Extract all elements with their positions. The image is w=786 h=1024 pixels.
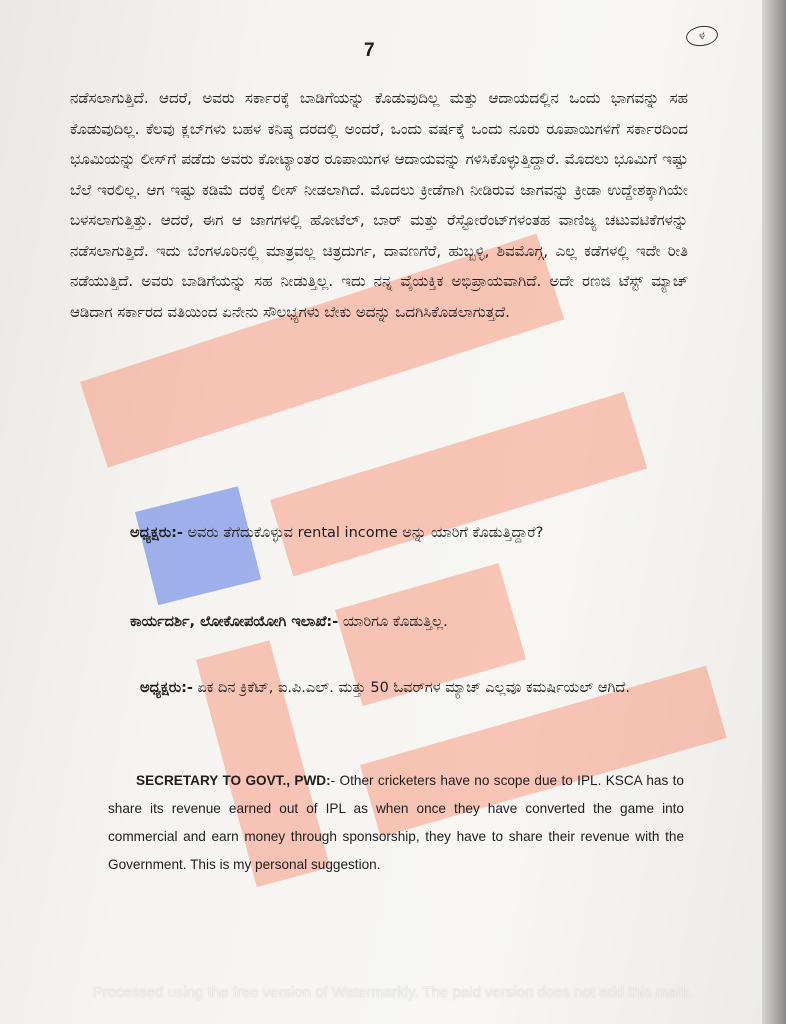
exchange-secretary xyxy=(70,609,688,635)
english-statement xyxy=(108,767,684,879)
speaker-label: ಅಧ್ಯಕ್ಷರು:- xyxy=(130,525,183,541)
speech-text: - Other cricketers have no scope due to IPL. KSCA has to share its revenue earned out of IPL as when once they have converted the game into commercial and earn money through sponsorship, they have to share their revenue with the Government. This is my personal suggestion. xyxy=(108,773,684,872)
speech-text: ಯಾರಿಗೂ ಕೊಡುತ್ತಿಲ್ಲ. xyxy=(338,614,448,630)
page-edge-shadow xyxy=(762,0,786,1024)
speech-text: ಏಕ ದಿನ ಕ್ರಿಕೆಟ್, ಐ.ಪಿ.ಎಲ್. ಮತ್ತು 50 ಓವರ್‌ಗಳ ಮ್ಯಾಚ್ ಎಲ್ಲವೂ ಕಮರ್ಷಿಯಲ್ ಆಗಿದೆ. xyxy=(192,680,630,696)
speaker-label: ಕಾರ್ಯದರ್ಶಿ, ಲೋಕೋಪಯೋಗಿ ಇಲಾಖೆ:- xyxy=(130,614,339,630)
handwritten-page-mark: ಳ xyxy=(685,24,719,48)
page-number: 7 xyxy=(364,40,375,61)
exchange-chairman-2 xyxy=(70,675,688,701)
highlight-mark xyxy=(270,392,647,577)
body-paragraph: ನಡೆಸಲಾಗುತ್ತಿದೆ. ಆದರೆ, ಅವರು ಸರ್ಕಾರಕ್ಕೆ ಬಾಡಿಗೆಯನ್ನು ಕೊಡುವುದಿಲ್ಲ ಮತ್ತು ಆದಾಯದಲ್ಲಿನ ಒಂದು ಭಾಗವನ್ನು ಸಹ ಕೊಡುವುದಿಲ್ಲ. ಕೆಲವು ಕ್ಲಬ್‌ಗಳು ಬಹಳ ಕನಿಷ್ಠ ದರದಲ್ಲಿ ಅಂದರೆ, ಒಂದು ವರ್ಷಕ್ಕೆ ಒಂದು ನೂರು ರೂಪಾಯಿಗಳಿಗೆ ಸರ್ಕಾರದಿಂದ ಭೂಮಿಯನ್ನು ಲೀಸ್‌ಗೆ ಪಡೆದು ಅವರು ಕೋಟ್ಯಾಂತರ ರೂಪಾಯಿಗಳ ಆದಾಯವನ್ನು ಗಳಿಸಿಕೊಳ್ಳುತ್ತಿದ್ದಾರೆ. ಮೊದಲು ಭೂಮಿಗೆ ಇಷ್ಟು ಬೆಲೆ ಇರಲಿಲ್ಲ. ಆಗ ಇಷ್ಟು ಕಡಿಮೆ ದರಕ್ಕೆ ಲೀಸ್ ನೀಡಲಾಗಿದೆ. ಮೊದಲು ಕ್ರೀಡೆಗಾಗಿ ನೀಡಿರುವ ಜಾಗವನ್ನು ಕ್ರೀಡಾ ಉದ್ದೇಶಕ್ಕಾಗಿಯೇ ಬಳಸಲಾಗುತ್ತಿತ್ತು. ಆದರೆ, ಈಗ ಆ ಜಾಗಗಳಲ್ಲಿ ಹೋಟೆಲ್, ಬಾರ್ ಮತ್ತು ರೆಸ್ಟೋರೆಂಟ್‌ಗಳಂತಹ ವಾಣಿಜ್ಯ ಚಟುವಟಿಕೆಗಳನ್ನು ನಡೆಸಲಾಗುತ್ತಿದೆ. ಇದು ಬೆಂಗಳೂರಿನಲ್ಲಿ ಮಾತ್ರವಲ್ಲ ಚಿತ್ರದುರ್ಗ, ದಾವಣಗೆರೆ, ಹುಬ್ಬಳ್ಳಿ, ಶಿವಮೊಗ್ಗ, ಎಲ್ಲ ಕಡೆಗಳಲ್ಲಿ ಇದೇ ರೀತಿ ನಡೆಯುತ್ತಿದೆ. ಅವರು ಬಾಡಿಗೆಯನ್ನು ಸಹ ನೀಡುತ್ತಿಲ್ಲ. ಇದು ನನ್ನ ವೈಯಕ್ತಿಕ ಅಭಿಪ್ರಾಯವಾಗಿದೆ. ಅದೇ ರಣಜಿ ಟೆಸ್ಟ್ ಮ್ಯಾಚ್ ಆಡಿದಾಗ ಸರ್ಕಾರದ ವತಿಯಿಂದ ಏನೇನು ಸೌಲಭ್ಯಗಳು ಬೇಕು ಅದನ್ನು ಒದಗಿಸಿಕೊಡಲಾಗುತ್ತದೆ. xyxy=(70,89,688,321)
exchange-chairman-1 xyxy=(70,520,688,546)
speaker-label: SECRETARY TO GOVT., PWD: xyxy=(136,773,331,788)
speaker-label: ಅಧ್ಯಕ್ಷರು:- xyxy=(140,680,193,696)
speech-text: ಅವರು ತೆಗೆದುಕೊಳ್ಳುವ rental income ಅನ್ನು ಯಾರಿಗೆ ಕೊಡುತ್ತಿದ್ದಾರೆ? xyxy=(182,525,544,541)
watermark-text: Processed using the free version of Watermarkly. The paid version does not add this mark. xyxy=(92,984,694,1001)
